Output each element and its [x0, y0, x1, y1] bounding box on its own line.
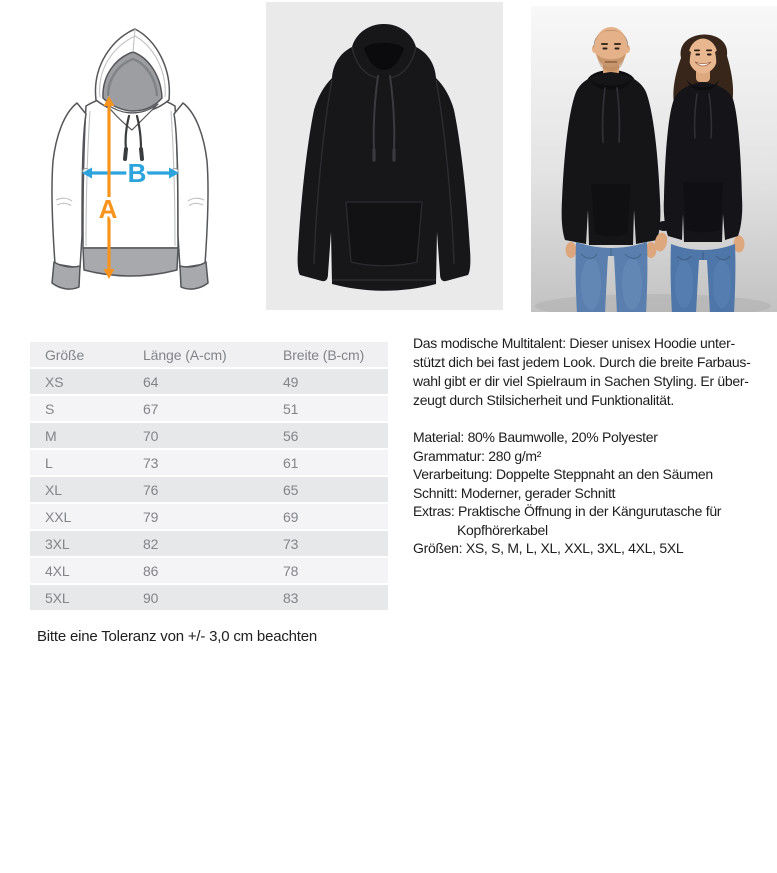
cell-size: XL	[30, 477, 143, 502]
cell-length: 70	[143, 423, 283, 448]
product-description	[413, 334, 763, 558]
cell-width: 69	[283, 504, 388, 529]
cell-length: 76	[143, 477, 283, 502]
spec-material: Material: 80% Baumwolle, 20% Polyester	[413, 429, 658, 445]
intro-line: stützt dich bei fast jedem Look. Durch die breite Farbaus-	[413, 354, 751, 370]
cell-width: 73	[283, 531, 388, 556]
cell-width: 56	[283, 423, 388, 448]
table-row	[30, 396, 388, 421]
col-header-length: Länge (A-cm)	[143, 342, 283, 367]
cell-width: 65	[283, 477, 388, 502]
product-photo	[266, 2, 503, 310]
cell-size: S	[30, 396, 143, 421]
table-row	[30, 531, 388, 556]
table-row	[30, 477, 388, 502]
cell-size: XXL	[30, 504, 143, 529]
table-row	[30, 558, 388, 583]
cell-width: 78	[283, 558, 388, 583]
hoodie-measurement-drawing-icon	[26, 6, 236, 306]
spec-extras-continued: Kopfhörerkabel	[457, 521, 548, 538]
intro-line: zeugt durch Stilsicherheit und Funktionalität.	[413, 392, 674, 408]
description-intro	[413, 334, 763, 410]
intro-line: wahl gibt er dir viel Spielraum in Sachen Styling. Er über-	[413, 373, 749, 389]
cell-size: XS	[30, 369, 143, 394]
spec-extras: Extras: Praktische Öffnung in der Kängurutasche für	[413, 503, 722, 519]
cell-length: 73	[143, 450, 283, 475]
cell-size: M	[30, 423, 143, 448]
table-row	[30, 450, 388, 475]
size-table	[30, 340, 388, 612]
black-hoodie-photo-icon	[266, 2, 503, 310]
spec-grammatur: Grammatur: 280 g/m²	[413, 447, 542, 464]
size-diagram	[26, 6, 236, 306]
table-row	[30, 423, 388, 448]
table-row	[30, 369, 388, 394]
cell-length: 90	[143, 585, 283, 610]
cell-length: 67	[143, 396, 283, 421]
cell-length: 82	[143, 531, 283, 556]
cell-width: 49	[283, 369, 388, 394]
table-header-row	[30, 342, 388, 367]
cell-width: 61	[283, 450, 388, 475]
col-header-size: Größe	[30, 342, 143, 367]
cell-size: 4XL	[30, 558, 143, 583]
cell-length: 79	[143, 504, 283, 529]
models-wearing-hoodies-photo-icon	[531, 6, 777, 312]
cell-size: 3XL	[30, 531, 143, 556]
cell-length: 86	[143, 558, 283, 583]
spec-verarbeitung: Verarbeitung: Doppelte Steppnaht an den Säumen	[413, 466, 713, 482]
measurement-label-b: B	[127, 158, 147, 188]
cell-size: L	[30, 450, 143, 475]
intro-line: Das modische Multitalent: Dieser unisex Hoodie unter-	[413, 335, 735, 351]
spec-list	[413, 428, 763, 558]
cell-width: 83	[283, 585, 388, 610]
measurement-label-a: A	[98, 194, 118, 224]
models-photo	[531, 6, 777, 312]
table-row	[30, 585, 388, 610]
cell-width: 51	[283, 396, 388, 421]
col-header-width: Breite (B-cm)	[283, 342, 388, 367]
cell-length: 64	[143, 369, 283, 394]
spec-groessen: Größen: XS, S, M, L, XL, XXL, 3XL, 4XL, 5XL	[413, 540, 684, 556]
table-row	[30, 504, 388, 529]
tolerance-note: Bitte eine Toleranz von +/- 3,0 cm beachten	[37, 628, 318, 645]
cell-size: 5XL	[30, 585, 143, 610]
spec-schnitt: Schnitt: Moderner, gerader Schnitt	[413, 484, 616, 501]
